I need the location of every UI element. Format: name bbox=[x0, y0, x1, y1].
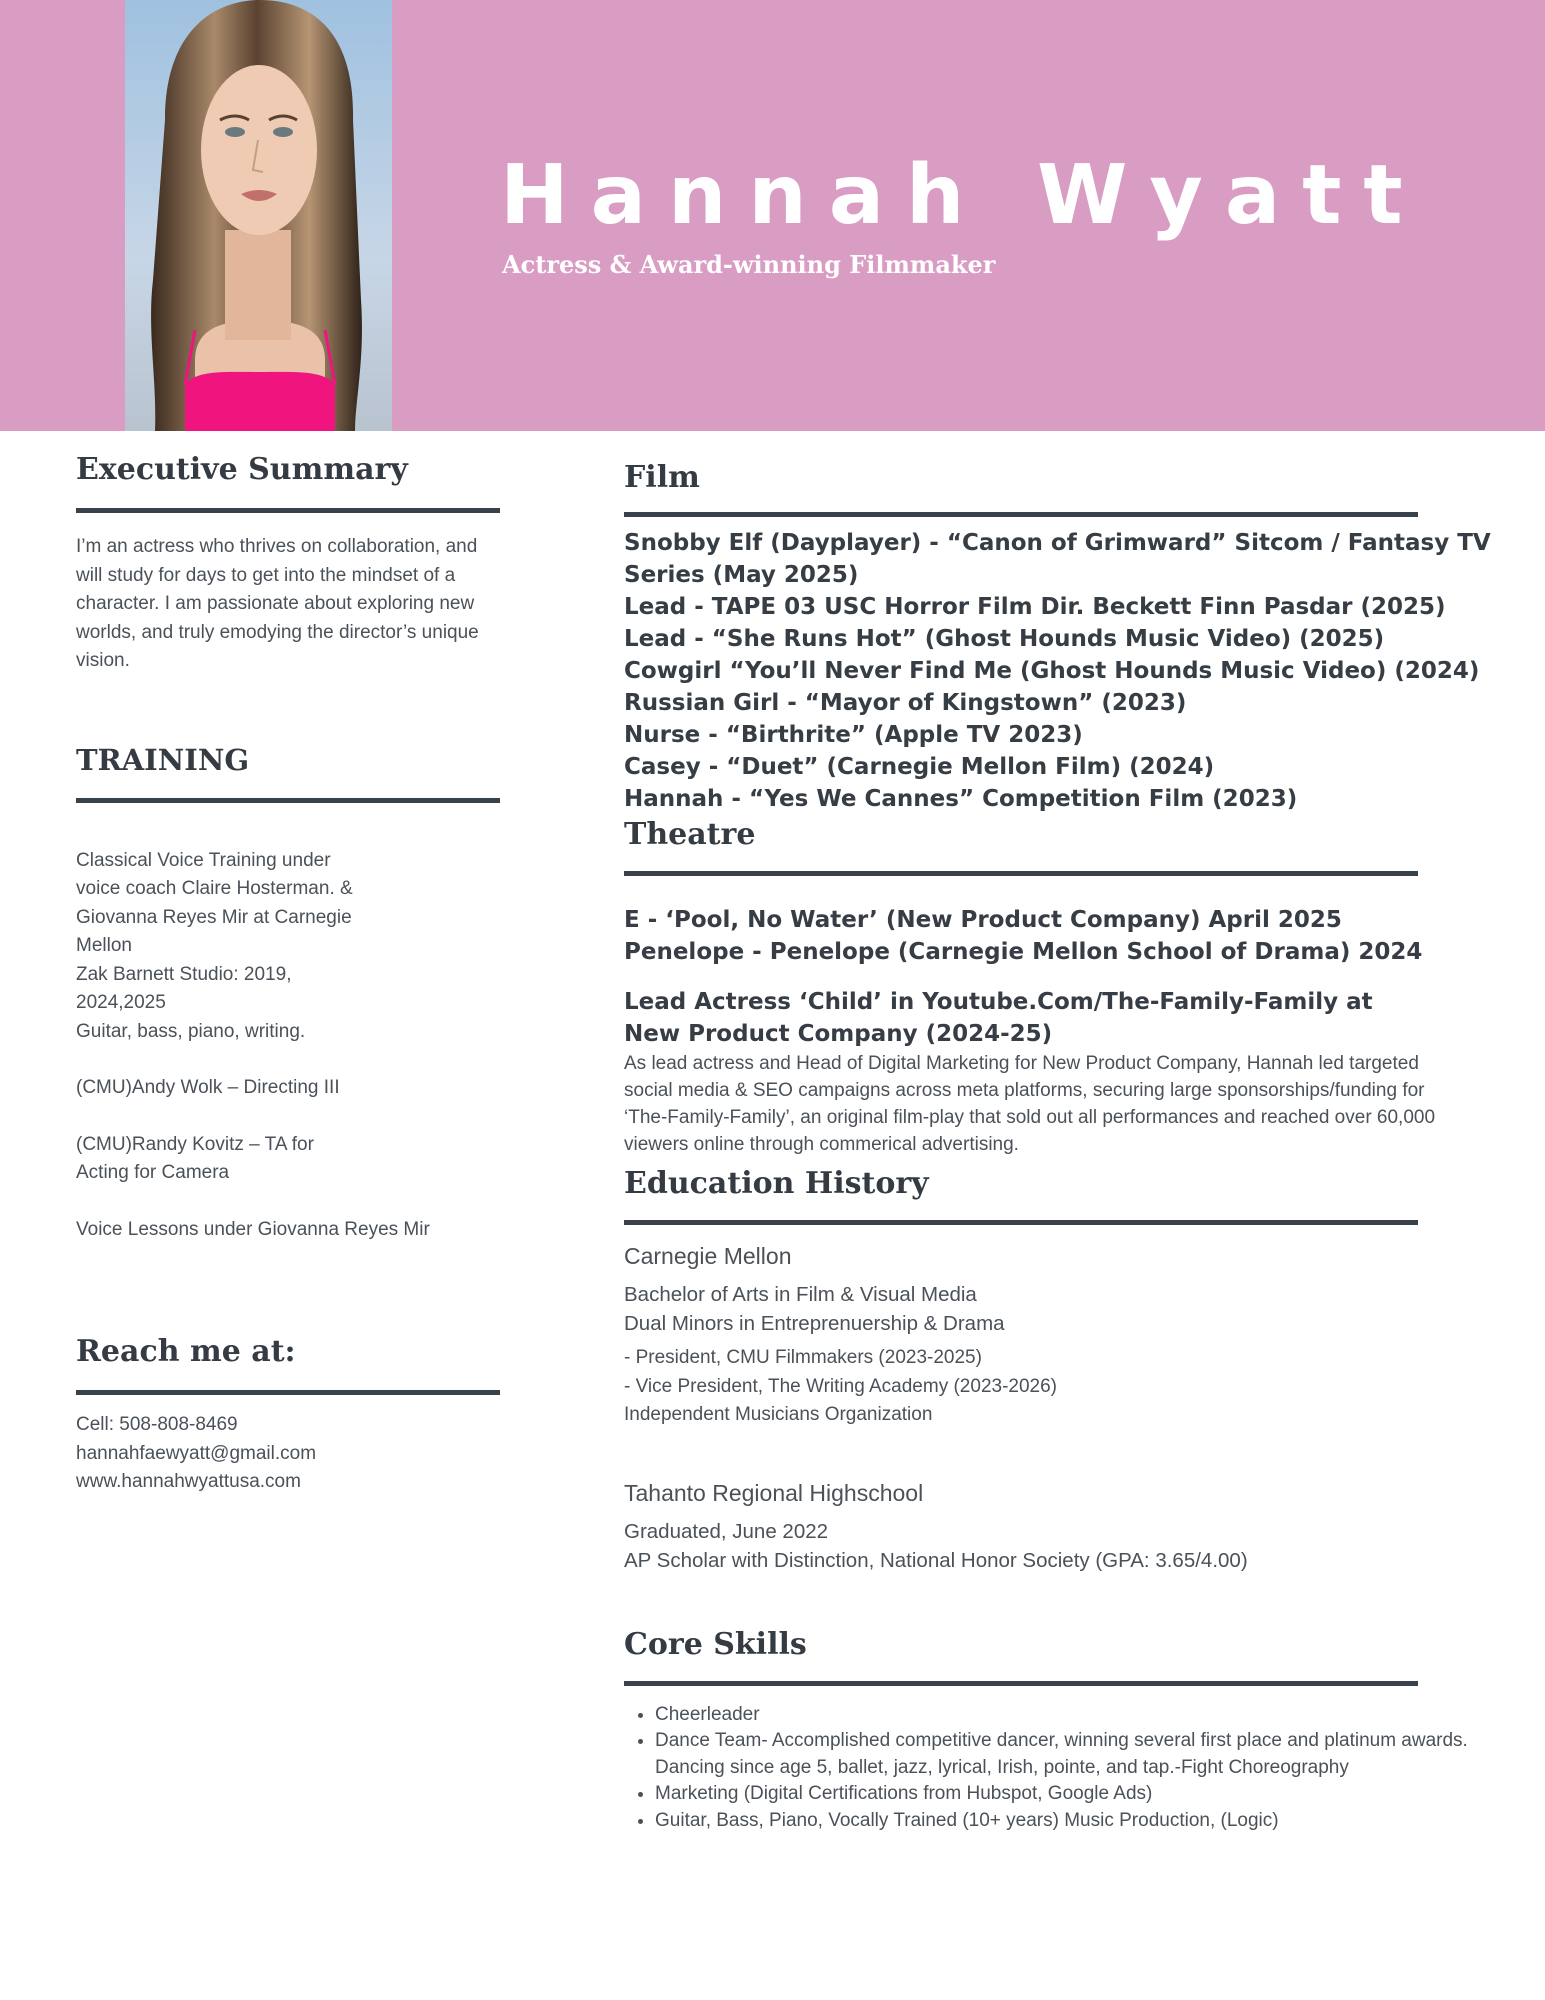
section-divider bbox=[76, 508, 500, 513]
degree-line: AP Scholar with Distinction, National Honor Society (GPA: 3.65/4.00) bbox=[624, 1548, 1248, 1572]
skill-item: • Dance Team- Accomplished competitive dancer, winning several first place and platinum awards. Dancing since age 5, ballet, jazz, lyrical, Irish, pointe, and tap.-Fight Choreography bbox=[655, 1728, 1485, 1781]
film-credit: Snobby Elf (Dayplayer) - “Canon of Grimward” Sitcom / Fantasy TV bbox=[624, 530, 1491, 556]
section-divider bbox=[76, 798, 500, 803]
contact-email[interactable]: hannahfaewyatt@gmail.com bbox=[76, 1442, 317, 1464]
skills-list bbox=[624, 1702, 1485, 1835]
skill-item: • Marketing (Digital Certifications from Hubspot, Google Ads) bbox=[655, 1781, 1485, 1808]
film-credit: Nurse - “Birthrite” (Apple TV 2023) bbox=[624, 722, 1083, 748]
theatre-credit: Penelope - Penelope (Carnegie Mellon School of Drama) 2024 bbox=[624, 939, 1423, 965]
theatre-feature bbox=[624, 986, 1474, 1158]
activity-line: - Vice President, The Writing Academy (2023-2026) bbox=[624, 1375, 1058, 1397]
film-credit: Hannah - “Yes We Cannes” Competition Film (2023) bbox=[624, 786, 1298, 812]
theatre-feature-title: Lead Actress ‘Child’ in Youtube.Com/The-Family-Family at bbox=[624, 989, 1373, 1015]
header-banner bbox=[0, 0, 1545, 431]
school-name: Tahanto Regional Highschool bbox=[624, 1479, 924, 1506]
theatre-feature-description: As lead actress and Head of Digital Marketing for New Product Company, Hannah led targeted social media & SEO campaigns across meta platforms, securing large sponsorships/funding for ‘The-Family-Family’, an original film-play that sold out all performances and reached over 60,000 viewers online through commerical advertising. bbox=[624, 1053, 1436, 1155]
training-item: Voice Lessons under Giovanna Reyes Mir bbox=[76, 1218, 430, 1240]
film-credit: Lead - TAPE 03 USC Horror Film Dir. Beckett Finn Pasdar (2025) bbox=[624, 594, 1446, 620]
theatre-title: Theatre bbox=[624, 817, 756, 852]
contact-website[interactable]: www.hannahwyattusa.com bbox=[76, 1471, 301, 1492]
candidate-tagline: Actress & Award-winning Filmmaker bbox=[502, 250, 996, 279]
section-divider bbox=[76, 1390, 500, 1395]
education-school bbox=[624, 1243, 1474, 1430]
skill-item: • Cheerleader bbox=[655, 1702, 1485, 1729]
skills-title: Core Skills bbox=[624, 1626, 807, 1662]
section-divider bbox=[624, 1681, 1418, 1686]
contact-title: Reach me at: bbox=[76, 1334, 296, 1369]
film-credit: Cowgirl “You’ll Never Find Me (Ghost Hounds Music Video) (2024) bbox=[624, 658, 1480, 684]
film-credits bbox=[624, 527, 1491, 815]
section-divider bbox=[624, 871, 1418, 876]
theatre-credits bbox=[624, 904, 1474, 968]
theatre-feature-title: New Product Company (2024-25) bbox=[624, 1021, 1053, 1047]
film-credit: Casey - “Duet” (Carnegie Mellon Film) (2024) bbox=[624, 754, 1215, 780]
training-item: Classical Voice Training under voice coach Claire Hosterman. & Giovanna Reyes Mir at Carnegie Mellon Zak Barnett Studio: 2019, 2024,2025 Guitar, bass, piano, writing. bbox=[76, 849, 353, 1042]
section-divider bbox=[624, 1220, 1418, 1225]
right-column bbox=[624, 458, 1491, 1834]
executive-summary-text: I’m an actress who thrives on collaboration, and will study for days to get into the mindset of a character. I am passionate about exploring new worlds, and truly emodying the director’s unique vision. bbox=[76, 536, 479, 671]
contact-cell: Cell: 508-808-8469 bbox=[76, 1414, 238, 1435]
candidate-name: Hannah Wyatt bbox=[500, 148, 1425, 243]
section-divider bbox=[624, 512, 1418, 517]
film-credit: Russian Girl - “Mayor of Kingstown” (2023) bbox=[624, 690, 1187, 716]
training-item: (CMU)Randy Kovitz – TA for Acting for Camera bbox=[76, 1133, 314, 1183]
activity-line: - President, CMU Filmmakers (2023-2025) bbox=[624, 1347, 982, 1368]
education-school bbox=[624, 1480, 1474, 1575]
film-credit: Lead - “She Runs Hot” (Ghost Hounds Music Video) (2025) bbox=[624, 626, 1385, 652]
skill-item: • Guitar, Bass, Piano, Vocally Trained (10+ years) Music Production, (Logic) bbox=[655, 1808, 1485, 1835]
film-title: Film bbox=[624, 460, 700, 495]
degree-line: Graduated, June 2022 bbox=[624, 1519, 829, 1543]
activity-line: Independent Musicians Organization bbox=[624, 1404, 933, 1425]
portrait-photo bbox=[125, 0, 392, 431]
training-item: (CMU)Andy Wolk – Directing III bbox=[76, 1077, 340, 1098]
executive-summary-title: Executive Summary bbox=[76, 452, 408, 487]
training-title: TRAINING bbox=[76, 742, 250, 777]
degree-line: Bachelor of Arts in Film & Visual Media bbox=[624, 1283, 977, 1306]
left-column bbox=[76, 450, 500, 1497]
education-title: Education History bbox=[624, 1166, 929, 1201]
degree-line: Dual Minors in Entreprenuership & Drama bbox=[624, 1312, 1005, 1335]
school-name: Carnegie Mellon bbox=[624, 1243, 792, 1269]
film-credit: Series (May 2025) bbox=[624, 562, 859, 588]
theatre-credit: E - ‘Pool, No Water’ (New Product Company) April 2025 bbox=[624, 907, 1342, 933]
